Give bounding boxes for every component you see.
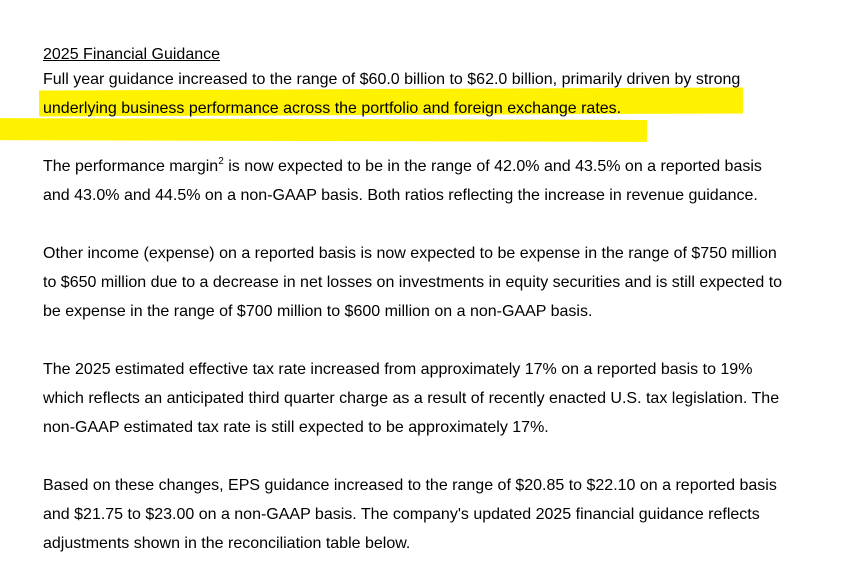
paragraph-line: to $650 million due to a decrease in net losses on investments in equity securities and is still expected to xyxy=(43,274,783,291)
paragraph-line xyxy=(43,152,833,181)
section-heading: 2025 Financial Guidance xyxy=(43,46,221,63)
tax-rate-paragraph xyxy=(43,355,833,442)
margin-text-start: The performance margin xyxy=(43,158,219,175)
paragraph-line: adjustments shown in the reconciliation table below. xyxy=(43,535,411,552)
paragraph-line: Full year guidance increased to the range of $60.0 billion to $62.0 billion, primarily driven by strong xyxy=(43,71,741,88)
eps-guidance-paragraph xyxy=(43,471,833,558)
footnote-reference: 2 xyxy=(218,156,224,167)
paragraph-line: which reflects an anticipated third quarter charge as a result of recently enacted U.S. tax legislation. The xyxy=(43,390,780,407)
performance-margin-paragraph xyxy=(43,152,833,210)
paragraph-line: Other income (expense) on a reported basis is now expected to be expense in the range of $750 million xyxy=(43,245,777,262)
paragraph-line: Based on these changes, EPS guidance increased to the range of $20.85 to $22.10 on a reported basis xyxy=(43,477,777,494)
highlighted-paragraph xyxy=(43,65,833,123)
margin-text-end: is now expected to be in the range of 42.0% and 43.5% on a reported basis xyxy=(223,158,762,175)
paragraph-line: and 43.0% and 44.5% on a non-GAAP basis. Both ratios reflecting the increase in revenue guidance. xyxy=(43,187,758,204)
paragraph-line: underlying business performance across the portfolio and foreign exchange rates. xyxy=(43,100,622,117)
paragraph-line: and $21.75 to $23.00 on a non-GAAP basis. The company's updated 2025 financial guidance reflects xyxy=(43,506,760,523)
paragraph-line: non-GAAP estimated tax rate is still expected to be approximately 17%. xyxy=(43,419,549,436)
paragraph-line: be expense in the range of $700 million to $600 million on a non-GAAP basis. xyxy=(43,303,593,320)
document-body xyxy=(43,45,833,558)
paragraph-line: The 2025 estimated effective tax rate increased from approximately 17% on a reported basis to 19% xyxy=(43,361,753,378)
other-income-paragraph xyxy=(43,239,833,326)
